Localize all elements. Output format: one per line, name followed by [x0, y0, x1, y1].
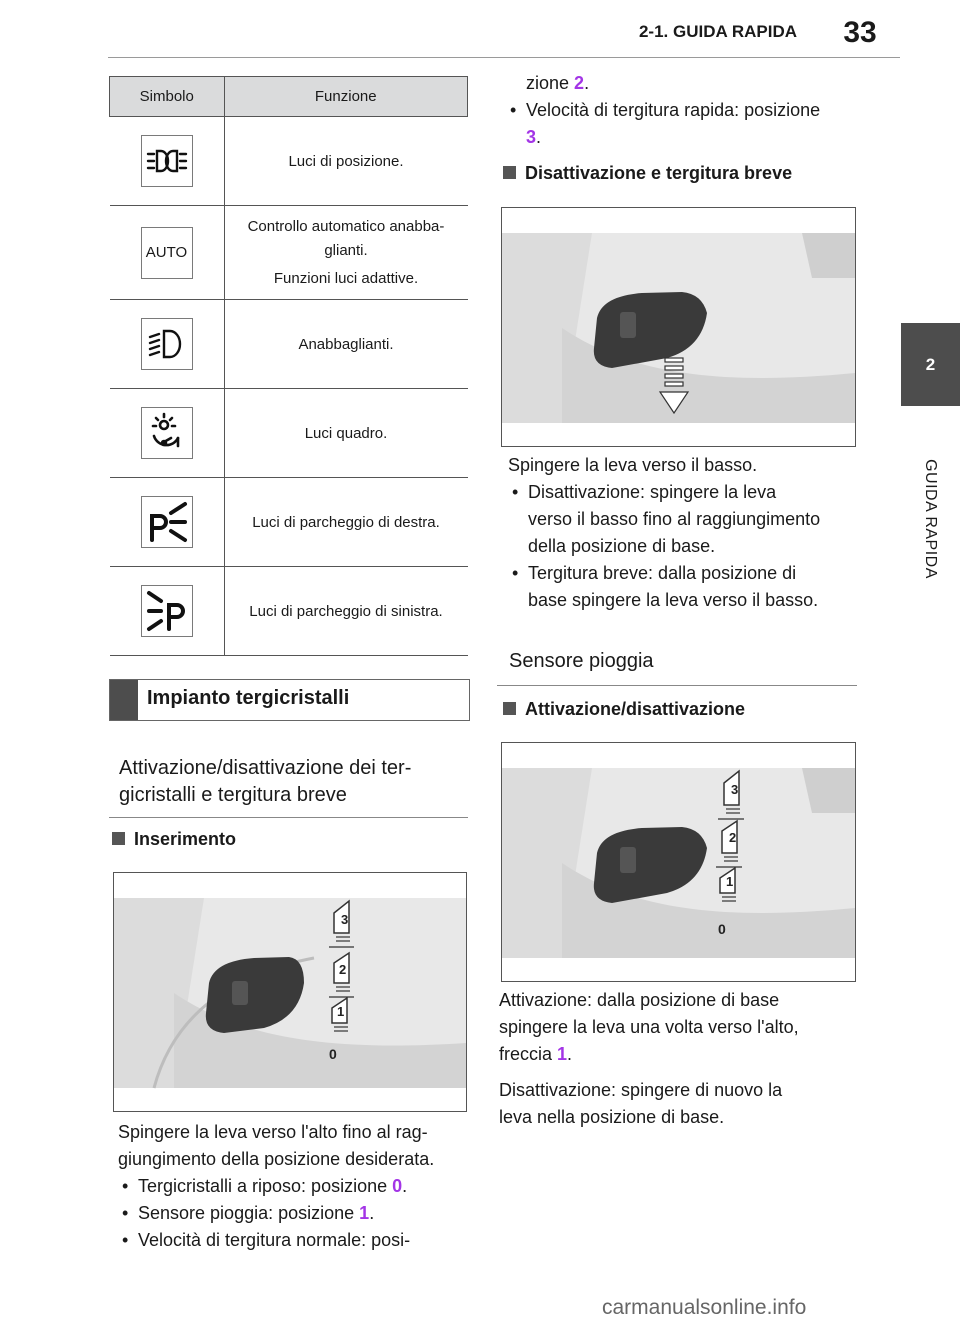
table-row: [110, 300, 468, 389]
square-bullet-icon: [112, 832, 125, 845]
bullet-item: • Disattivazione: spingere la leva verso il basso fino al raggiungimento della posizione di base.: [508, 479, 868, 560]
chapter-tab: 2: [901, 323, 960, 406]
figure-label-1: 1: [337, 1004, 345, 1019]
section-heading-text: Impianto tergicristalli: [147, 687, 350, 709]
para4-line1: Disattivazione: spingere di nuovo la: [499, 1080, 783, 1100]
header-rule: [108, 57, 900, 58]
wiper-lever-illustration: [114, 873, 466, 1111]
table-cell-function: Anabbaglianti.: [224, 300, 468, 389]
heading-inserimento: [112, 829, 236, 850]
section-heading-block: [110, 680, 138, 720]
figure-label-2: 2: [339, 962, 347, 977]
para1-line1: Spingere la leva verso l'alto fino al rag-: [118, 1122, 428, 1142]
subsection-line-1: Attivazione/disattivazione dei ter-: [119, 757, 412, 779]
table-cell-function: Luci di parcheggio di destra.: [224, 478, 468, 567]
para3-line2: spingere la leva una volta verso l'alto,: [499, 1017, 799, 1037]
position-number: 1: [557, 1044, 568, 1064]
bullet-continuation: zione 2.: [526, 73, 590, 93]
figure-disattivazione: [501, 207, 856, 447]
heading-attivazione: [503, 699, 745, 720]
table-header-funzione: Funzione: [224, 77, 468, 117]
bullet-item: • Velocità di tergitura rapida: posizione: [506, 97, 866, 124]
right-continuation: [506, 70, 866, 151]
para3-line1: Attivazione: dalla posizione di base: [499, 990, 780, 1010]
table-cell-function: Luci di posizione.: [224, 117, 468, 206]
figure-label-2: 2: [729, 830, 737, 845]
figure-label-0: 0: [329, 1046, 337, 1062]
dashboard-lights-icon: [141, 407, 193, 459]
subsection-heading: [119, 755, 468, 809]
table-row: [110, 478, 468, 567]
figure-label-1: 1: [726, 874, 734, 889]
table-row: [110, 567, 468, 656]
table-cell-text-2: Funzioni luci adattive.: [273, 269, 419, 287]
position-number: 2: [574, 73, 585, 93]
bullet-continuation: 3.: [526, 127, 542, 147]
position-lights-icon: [141, 135, 193, 187]
watermark[interactable]: carmanualsonline.info: [602, 1296, 807, 1319]
chapter-side-label-text: GUIDA RAPIDA: [922, 459, 939, 579]
bullet-item: • Tergitura breve: dalla posizione di base spingere la leva verso il basso.: [508, 560, 868, 614]
table-header-row: [110, 77, 468, 117]
subsection-line-2: gicristalli e tergitura breve: [119, 784, 347, 806]
table-cell-function: Luci di parcheggio di sinistra.: [224, 567, 468, 656]
auto-text-icon: [141, 227, 193, 279]
right-body-2: [499, 987, 864, 1131]
bullet-item: • Tergicristalli a riposo: posizione 0.: [118, 1173, 473, 1200]
position-number: 3: [526, 127, 537, 147]
subsection-rule: [497, 685, 857, 686]
table-header-simbolo: Simbolo: [110, 77, 225, 117]
para4-line2: leva nella posizione di base.: [499, 1107, 725, 1127]
low-beam-icon: [141, 318, 193, 370]
square-bullet-icon: [503, 166, 516, 179]
heading-disattivazione-text: Disattivazione e tergitura breve: [525, 163, 793, 183]
table-cell-text: Controllo automatico anabba-glianti.: [247, 217, 445, 259]
square-bullet-icon: [503, 702, 516, 715]
position-number: 1: [359, 1203, 370, 1223]
table-row: [110, 389, 468, 478]
bullet-item: • Velocità di tergitura normale: posi-: [118, 1227, 473, 1254]
para2: Spingere la leva verso il basso.: [508, 455, 758, 475]
bullet-item: • Sensore pioggia: posizione 1.: [118, 1200, 473, 1227]
figure-label-3: 3: [341, 912, 349, 927]
heading-inserimento-text: Inserimento: [134, 829, 237, 849]
table-cell-function: [224, 206, 468, 300]
left-body: [118, 1119, 473, 1254]
symbol-table: [109, 76, 468, 656]
figure-label-3: 3: [731, 782, 739, 797]
page-number: 33: [843, 16, 877, 49]
table-row: [110, 117, 468, 206]
para3-line3: freccia 1.: [499, 1044, 573, 1064]
table-cell-function: Luci quadro.: [224, 389, 468, 478]
figure-attivazione: [501, 742, 856, 982]
heading-disattivazione: [503, 163, 792, 184]
left-parking-light-icon: [141, 585, 193, 637]
figure-inserimento: [113, 872, 467, 1112]
para1-line2: giungimento della posizione desiderata.: [118, 1149, 435, 1169]
wiper-lever-up-illustration: [502, 743, 855, 981]
subsection-rule: [109, 817, 468, 818]
table-row: [110, 206, 468, 300]
chapter-side-label: [900, 420, 960, 620]
section-heading: [109, 679, 470, 721]
right-body-1: [508, 452, 868, 614]
running-header: 2-1. GUIDA RAPIDA: [638, 22, 798, 41]
figure-label-0: 0: [718, 921, 726, 937]
subsection-heading-sensore: Sensore pioggia: [509, 650, 654, 672]
right-parking-light-icon: [141, 496, 193, 548]
heading-attivazione-text: Attivazione/disattivazione: [525, 699, 746, 719]
position-number: 0: [392, 1176, 403, 1196]
auto-icon-label: AUTO: [145, 244, 188, 261]
wiper-lever-down-illustration: [502, 208, 855, 446]
